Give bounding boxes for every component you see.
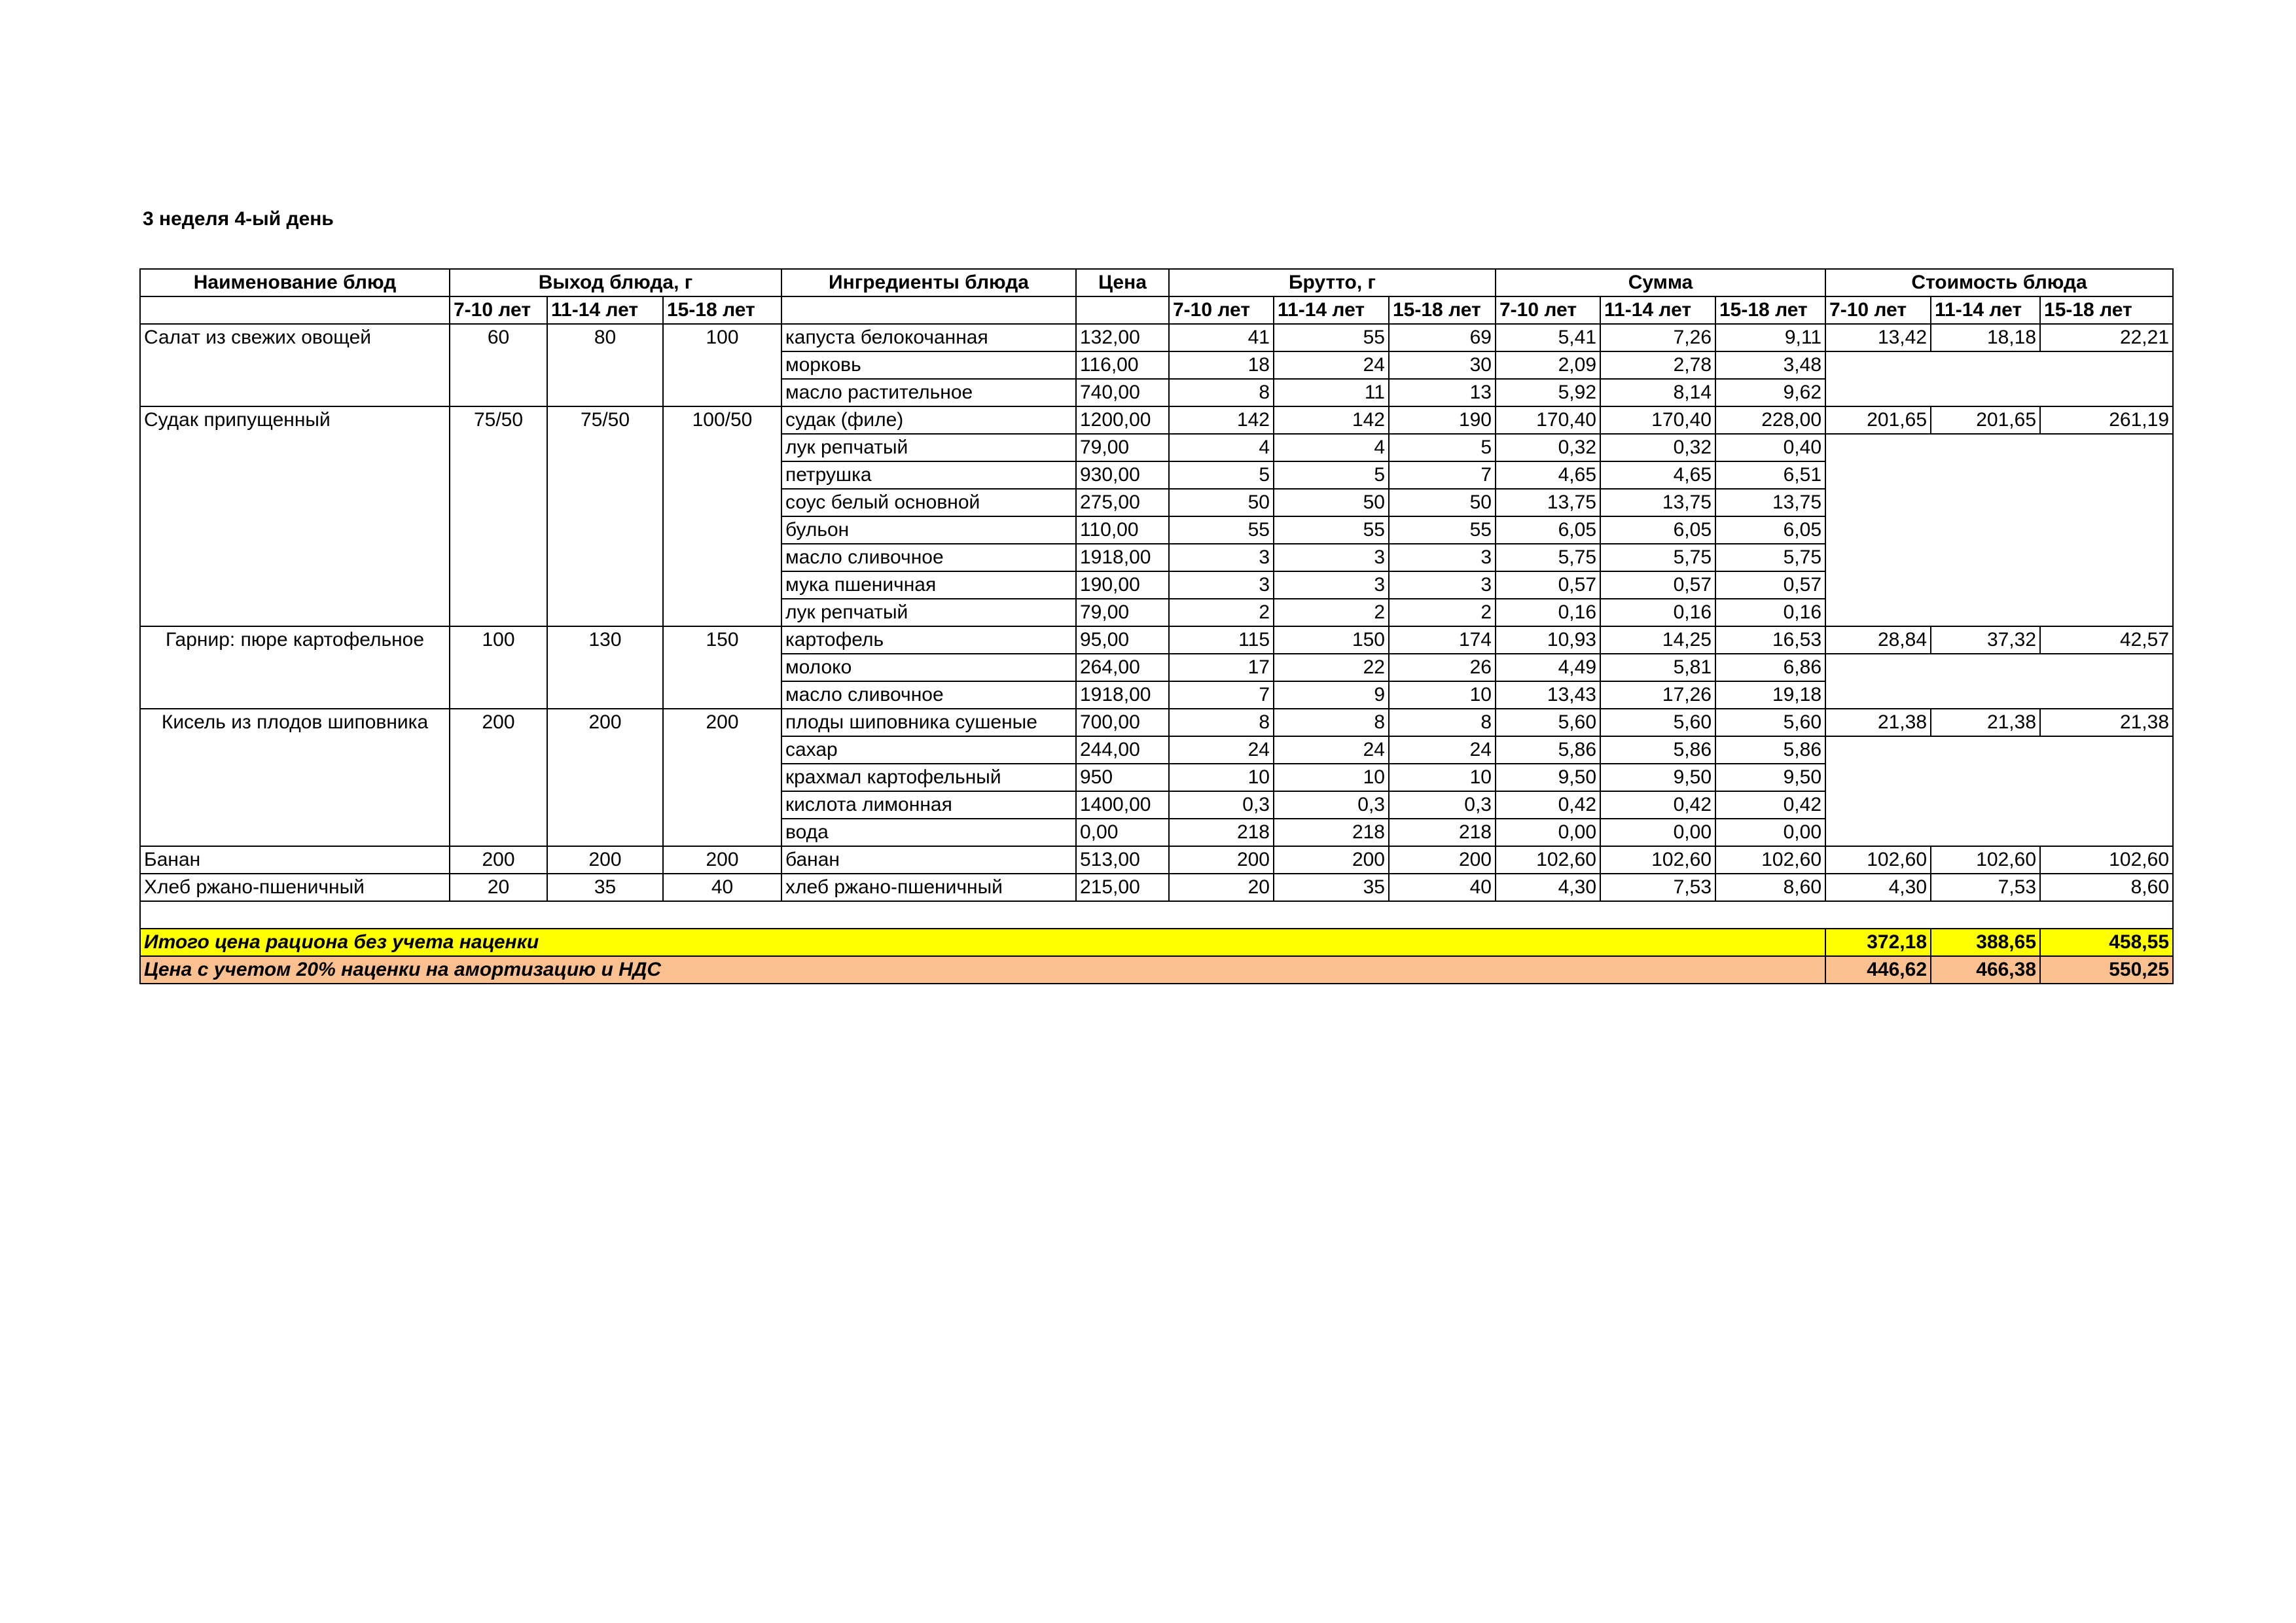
table-row bbox=[140, 874, 2173, 901]
ingredient-sum: 102,60 bbox=[1600, 846, 1715, 874]
ingredient-sum: 0,00 bbox=[1496, 819, 1600, 846]
ingredient-gross: 40 bbox=[1389, 874, 1496, 901]
ingredient-sum: 0,40 bbox=[1715, 434, 1825, 461]
ingredient-sum: 5,86 bbox=[1715, 736, 1825, 764]
ingredient-gross: 4 bbox=[1169, 434, 1274, 461]
markup-label: Цена с учетом 20% наценки на амортизацию и НДС bbox=[140, 956, 1825, 984]
ingredient-gross: 150 bbox=[1274, 626, 1389, 654]
ingredient-gross: 4 bbox=[1274, 434, 1389, 461]
ingredient-price: 79,00 bbox=[1076, 599, 1169, 626]
ingredient-name: петрушка bbox=[781, 461, 1076, 489]
dish-name: Судак припущенный bbox=[140, 406, 450, 626]
dish-cost-blank bbox=[1825, 434, 2173, 626]
ingredient-sum: 16,53 bbox=[1715, 626, 1825, 654]
ingredient-gross: 0,3 bbox=[1169, 791, 1274, 819]
ingredient-sum: 0,00 bbox=[1600, 819, 1715, 846]
ingredient-gross: 174 bbox=[1389, 626, 1496, 654]
ingredient-gross: 8 bbox=[1169, 379, 1274, 406]
header-ingredients: Ингредиенты блюда bbox=[781, 269, 1076, 296]
ingredient-price: 275,00 bbox=[1076, 489, 1169, 516]
ingredient-sum: 13,75 bbox=[1715, 489, 1825, 516]
ingredient-sum: 13,75 bbox=[1496, 489, 1600, 516]
ingredient-gross: 5 bbox=[1169, 461, 1274, 489]
ingredient-sum: 0,42 bbox=[1600, 791, 1715, 819]
ingredient-name: банан bbox=[781, 846, 1076, 874]
header-age: 15-18 лет bbox=[663, 296, 781, 324]
totals-value: 458,55 bbox=[2040, 929, 2173, 956]
ingredient-sum: 6,05 bbox=[1496, 516, 1600, 544]
ingredient-sum: 0,16 bbox=[1496, 599, 1600, 626]
header-price: Цена bbox=[1076, 269, 1169, 296]
dish-name: Хлеб ржано-пшеничный bbox=[140, 874, 450, 901]
ingredient-sum: 5,41 bbox=[1496, 324, 1600, 351]
dish-cost: 22,21 bbox=[2040, 324, 2173, 351]
ingredient-gross: 3 bbox=[1274, 544, 1389, 571]
ingredient-sum: 0,00 bbox=[1715, 819, 1825, 846]
ingredient-gross: 13 bbox=[1389, 379, 1496, 406]
ingredient-price: 740,00 bbox=[1076, 379, 1169, 406]
ingredient-sum: 9,11 bbox=[1715, 324, 1825, 351]
ingredient-sum: 5,60 bbox=[1496, 709, 1600, 736]
ingredient-gross: 3 bbox=[1389, 544, 1496, 571]
table-row bbox=[140, 709, 2173, 736]
ingredient-gross: 24 bbox=[1274, 351, 1389, 379]
ingredient-gross: 10 bbox=[1389, 681, 1496, 709]
ingredient-price: 1400,00 bbox=[1076, 791, 1169, 819]
ingredient-sum: 17,26 bbox=[1600, 681, 1715, 709]
ingredient-gross: 218 bbox=[1389, 819, 1496, 846]
ingredient-gross: 142 bbox=[1274, 406, 1389, 434]
ingredient-sum: 5,86 bbox=[1496, 736, 1600, 764]
ingredient-price: 110,00 bbox=[1076, 516, 1169, 544]
dish-cost-blank bbox=[1825, 736, 2173, 846]
ingredient-sum: 6,05 bbox=[1715, 516, 1825, 544]
dish-yield: 35 bbox=[547, 874, 663, 901]
ingredient-gross: 30 bbox=[1389, 351, 1496, 379]
markup-value: 466,38 bbox=[1931, 956, 2040, 984]
ingredient-sum: 0,57 bbox=[1496, 571, 1600, 599]
ingredient-sum: 9,50 bbox=[1496, 764, 1600, 791]
ingredient-gross: 200 bbox=[1274, 846, 1389, 874]
ingredient-name: морковь bbox=[781, 351, 1076, 379]
ingredient-sum: 170,40 bbox=[1496, 406, 1600, 434]
markup-value: 446,62 bbox=[1825, 956, 1931, 984]
dish-yield: 100 bbox=[663, 324, 781, 406]
ingredient-gross: 9 bbox=[1274, 681, 1389, 709]
ingredient-price: 1200,00 bbox=[1076, 406, 1169, 434]
dish-yield: 200 bbox=[450, 709, 547, 846]
ingredient-gross: 3 bbox=[1169, 544, 1274, 571]
ingredient-sum: 0,42 bbox=[1715, 791, 1825, 819]
table-footer bbox=[140, 901, 2173, 984]
dish-cost: 21,38 bbox=[1825, 709, 1931, 736]
ingredient-name: судак (филе) bbox=[781, 406, 1076, 434]
ingredient-sum: 0,57 bbox=[1715, 571, 1825, 599]
table-row bbox=[140, 626, 2173, 654]
ingredient-gross: 55 bbox=[1169, 516, 1274, 544]
ingredient-name: бульон bbox=[781, 516, 1076, 544]
dish-yield: 75/50 bbox=[450, 406, 547, 626]
ingredient-sum: 0,16 bbox=[1600, 599, 1715, 626]
ingredient-sum: 0,32 bbox=[1496, 434, 1600, 461]
ingredient-sum: 5,60 bbox=[1715, 709, 1825, 736]
header-gross: Брутто, г bbox=[1169, 269, 1496, 296]
ingredient-gross: 17 bbox=[1169, 654, 1274, 681]
ingredient-gross: 7 bbox=[1169, 681, 1274, 709]
totals-label: Итого цена рациона без учета наценки bbox=[140, 929, 1825, 956]
dish-yield: 200 bbox=[547, 846, 663, 874]
ingredient-gross: 7 bbox=[1389, 461, 1496, 489]
ingredient-price: 513,00 bbox=[1076, 846, 1169, 874]
markup-row bbox=[140, 956, 2173, 984]
dish-yield: 20 bbox=[450, 874, 547, 901]
ingredient-gross: 24 bbox=[1389, 736, 1496, 764]
ingredient-sum: 4,49 bbox=[1496, 654, 1600, 681]
table-row bbox=[140, 406, 2173, 434]
ingredient-sum: 10,93 bbox=[1496, 626, 1600, 654]
ingredient-sum: 6,51 bbox=[1715, 461, 1825, 489]
ingredient-gross: 2 bbox=[1274, 599, 1389, 626]
header-yield: Выход блюда, г bbox=[450, 269, 781, 296]
header-sum: Сумма bbox=[1496, 269, 1825, 296]
header-age: 15-18 лет bbox=[1389, 296, 1496, 324]
ingredient-sum: 0,42 bbox=[1496, 791, 1600, 819]
ingredient-name: масло растительное bbox=[781, 379, 1076, 406]
ingredient-price: 930,00 bbox=[1076, 461, 1169, 489]
dish-cost: 7,53 bbox=[1931, 874, 2040, 901]
ingredient-sum: 8,14 bbox=[1600, 379, 1715, 406]
header-age: 7-10 лет bbox=[1496, 296, 1600, 324]
ingredient-gross: 5 bbox=[1389, 434, 1496, 461]
ingredient-name: масло сливочное bbox=[781, 681, 1076, 709]
table-row bbox=[140, 324, 2173, 351]
ingredient-sum: 8,60 bbox=[1715, 874, 1825, 901]
totals-row bbox=[140, 929, 2173, 956]
ingredient-gross: 50 bbox=[1389, 489, 1496, 516]
ingredient-gross: 218 bbox=[1274, 819, 1389, 846]
ingredient-sum: 7,26 bbox=[1600, 324, 1715, 351]
header-age: 7-10 лет bbox=[450, 296, 547, 324]
ingredient-name: кислота лимонная bbox=[781, 791, 1076, 819]
ingredient-sum: 0,57 bbox=[1600, 571, 1715, 599]
dish-name: Гарнир: пюре картофельное bbox=[140, 626, 450, 709]
ingredient-sum: 6,05 bbox=[1600, 516, 1715, 544]
dish-cost: 201,65 bbox=[1825, 406, 1931, 434]
dish-cost-blank bbox=[1825, 351, 2173, 406]
ingredient-gross: 35 bbox=[1274, 874, 1389, 901]
ingredient-gross: 200 bbox=[1169, 846, 1274, 874]
ingredient-name: капуста белокочанная bbox=[781, 324, 1076, 351]
header-age: 11-14 лет bbox=[1600, 296, 1715, 324]
ingredient-gross: 190 bbox=[1389, 406, 1496, 434]
ingredient-gross: 3 bbox=[1274, 571, 1389, 599]
ingredient-price: 264,00 bbox=[1076, 654, 1169, 681]
ingredient-price: 215,00 bbox=[1076, 874, 1169, 901]
dish-cost: 37,32 bbox=[1931, 626, 2040, 654]
ingredient-price: 1918,00 bbox=[1076, 544, 1169, 571]
ingredient-name: хлеб ржано-пшеничный bbox=[781, 874, 1076, 901]
dish-name: Банан bbox=[140, 846, 450, 874]
ingredient-gross: 69 bbox=[1389, 324, 1496, 351]
ingredient-gross: 10 bbox=[1389, 764, 1496, 791]
ingredient-sum: 7,53 bbox=[1600, 874, 1715, 901]
ingredient-sum: 0,16 bbox=[1715, 599, 1825, 626]
header-age: 7-10 лет bbox=[1825, 296, 1931, 324]
ingredient-sum: 102,60 bbox=[1496, 846, 1600, 874]
ingredient-sum: 14,25 bbox=[1600, 626, 1715, 654]
ingredient-gross: 142 bbox=[1169, 406, 1274, 434]
ingredient-name: соус белый основной bbox=[781, 489, 1076, 516]
header-ingredients-sub bbox=[781, 296, 1076, 324]
ingredient-sum: 5,75 bbox=[1496, 544, 1600, 571]
ingredient-price: 132,00 bbox=[1076, 324, 1169, 351]
ingredient-sum: 0,32 bbox=[1600, 434, 1715, 461]
ingredient-gross: 55 bbox=[1389, 516, 1496, 544]
ingredient-sum: 228,00 bbox=[1715, 406, 1825, 434]
totals-value: 388,65 bbox=[1931, 929, 2040, 956]
dish-cost: 261,19 bbox=[2040, 406, 2173, 434]
totals-value: 372,18 bbox=[1825, 929, 1931, 956]
ingredient-sum: 4,65 bbox=[1600, 461, 1715, 489]
ingredient-name: крахмал картофельный bbox=[781, 764, 1076, 791]
ingredient-price: 116,00 bbox=[1076, 351, 1169, 379]
ingredient-gross: 10 bbox=[1169, 764, 1274, 791]
dish-cost: 21,38 bbox=[1931, 709, 2040, 736]
header-dish-sub bbox=[140, 296, 450, 324]
table-row bbox=[140, 846, 2173, 874]
dish-cost: 102,60 bbox=[1931, 846, 2040, 874]
ingredient-gross: 24 bbox=[1169, 736, 1274, 764]
header-price-sub bbox=[1076, 296, 1169, 324]
dish-cost-blank bbox=[1825, 654, 2173, 709]
ingredient-gross: 8 bbox=[1389, 709, 1496, 736]
dish-yield: 150 bbox=[663, 626, 781, 709]
ingredient-gross: 11 bbox=[1274, 379, 1389, 406]
spacer-row bbox=[140, 901, 2173, 929]
ingredient-gross: 10 bbox=[1274, 764, 1389, 791]
dish-cost: 102,60 bbox=[1825, 846, 1931, 874]
ingredient-sum: 5,86 bbox=[1600, 736, 1715, 764]
dish-yield: 40 bbox=[663, 874, 781, 901]
dish-yield: 75/50 bbox=[547, 406, 663, 626]
ingredient-name: молоко bbox=[781, 654, 1076, 681]
ingredient-gross: 8 bbox=[1274, 709, 1389, 736]
ingredient-name: вода bbox=[781, 819, 1076, 846]
dish-yield: 200 bbox=[547, 709, 663, 846]
ingredient-gross: 41 bbox=[1169, 324, 1274, 351]
ingredient-sum: 170,40 bbox=[1600, 406, 1715, 434]
header-age: 15-18 лет bbox=[1715, 296, 1825, 324]
ingredient-gross: 20 bbox=[1169, 874, 1274, 901]
ingredient-gross: 2 bbox=[1169, 599, 1274, 626]
dish-cost: 201,65 bbox=[1931, 406, 2040, 434]
ingredient-sum: 3,48 bbox=[1715, 351, 1825, 379]
ingredient-sum: 4,65 bbox=[1496, 461, 1600, 489]
dish-yield: 200 bbox=[663, 846, 781, 874]
ingredient-price: 700,00 bbox=[1076, 709, 1169, 736]
table-body bbox=[140, 324, 2173, 901]
ingredient-sum: 5,81 bbox=[1600, 654, 1715, 681]
ingredient-gross: 5 bbox=[1274, 461, 1389, 489]
ingredient-gross: 22 bbox=[1274, 654, 1389, 681]
ingredient-gross: 50 bbox=[1169, 489, 1274, 516]
dish-cost: 42,57 bbox=[2040, 626, 2173, 654]
ingredient-gross: 0,3 bbox=[1389, 791, 1496, 819]
ingredient-name: плоды шиповника сушеные bbox=[781, 709, 1076, 736]
ingredient-gross: 3 bbox=[1169, 571, 1274, 599]
dish-yield: 130 bbox=[547, 626, 663, 709]
ingredient-gross: 115 bbox=[1169, 626, 1274, 654]
ingredient-sum: 5,75 bbox=[1715, 544, 1825, 571]
ingredient-gross: 200 bbox=[1389, 846, 1496, 874]
page-title: 3 неделя 4-ый день bbox=[143, 208, 334, 230]
ingredient-name: масло сливочное bbox=[781, 544, 1076, 571]
dish-yield: 60 bbox=[450, 324, 547, 406]
dish-cost: 28,84 bbox=[1825, 626, 1931, 654]
ingredient-name: лук репчатый bbox=[781, 434, 1076, 461]
ingredient-gross: 26 bbox=[1389, 654, 1496, 681]
dish-cost: 13,42 bbox=[1825, 324, 1931, 351]
dish-cost: 4,30 bbox=[1825, 874, 1931, 901]
dish-cost: 21,38 bbox=[2040, 709, 2173, 736]
ingredient-gross: 24 bbox=[1274, 736, 1389, 764]
header-age: 11-14 лет bbox=[1931, 296, 2040, 324]
ingredient-name: мука пшеничная bbox=[781, 571, 1076, 599]
ingredient-sum: 9,50 bbox=[1600, 764, 1715, 791]
markup-value: 550,25 bbox=[2040, 956, 2173, 984]
ingredient-gross: 3 bbox=[1389, 571, 1496, 599]
header-age: 15-18 лет bbox=[2040, 296, 2173, 324]
header-age: 7-10 лет bbox=[1169, 296, 1274, 324]
ingredient-sum: 2,78 bbox=[1600, 351, 1715, 379]
ingredient-price: 950 bbox=[1076, 764, 1169, 791]
dish-yield: 80 bbox=[547, 324, 663, 406]
menu-cost-table bbox=[139, 268, 2174, 984]
ingredient-price: 0,00 bbox=[1076, 819, 1169, 846]
ingredient-price: 244,00 bbox=[1076, 736, 1169, 764]
ingredient-gross: 55 bbox=[1274, 516, 1389, 544]
ingredient-sum: 9,50 bbox=[1715, 764, 1825, 791]
dish-yield: 100 bbox=[450, 626, 547, 709]
ingredient-sum: 19,18 bbox=[1715, 681, 1825, 709]
ingredient-sum: 13,43 bbox=[1496, 681, 1600, 709]
ingredient-sum: 2,09 bbox=[1496, 351, 1600, 379]
ingredient-sum: 6,86 bbox=[1715, 654, 1825, 681]
ingredient-gross: 218 bbox=[1169, 819, 1274, 846]
spacer-cell bbox=[140, 901, 2173, 929]
dish-yield: 200 bbox=[450, 846, 547, 874]
header-age: 11-14 лет bbox=[547, 296, 663, 324]
ingredient-gross: 2 bbox=[1389, 599, 1496, 626]
ingredient-name: картофель bbox=[781, 626, 1076, 654]
ingredient-sum: 9,62 bbox=[1715, 379, 1825, 406]
ingredient-gross: 18 bbox=[1169, 351, 1274, 379]
header-dish: Наименование блюд bbox=[140, 269, 450, 296]
ingredient-gross: 0,3 bbox=[1274, 791, 1389, 819]
ingredient-price: 190,00 bbox=[1076, 571, 1169, 599]
dish-name: Салат из свежих овощей bbox=[140, 324, 450, 406]
ingredient-sum: 5,92 bbox=[1496, 379, 1600, 406]
dish-cost: 8,60 bbox=[2040, 874, 2173, 901]
ingredient-price: 95,00 bbox=[1076, 626, 1169, 654]
ingredient-gross: 55 bbox=[1274, 324, 1389, 351]
ingredient-sum: 5,60 bbox=[1600, 709, 1715, 736]
header-age: 11-14 лет bbox=[1274, 296, 1389, 324]
ingredient-sum: 102,60 bbox=[1715, 846, 1825, 874]
ingredient-gross: 50 bbox=[1274, 489, 1389, 516]
ingredient-price: 79,00 bbox=[1076, 434, 1169, 461]
dish-name: Кисель из плодов шиповника bbox=[140, 709, 450, 846]
dish-yield: 200 bbox=[663, 709, 781, 846]
table-header bbox=[140, 269, 2173, 324]
dish-yield: 100/50 bbox=[663, 406, 781, 626]
ingredient-price: 1918,00 bbox=[1076, 681, 1169, 709]
ingredient-gross: 8 bbox=[1169, 709, 1274, 736]
ingredient-sum: 4,30 bbox=[1496, 874, 1600, 901]
ingredient-sum: 13,75 bbox=[1600, 489, 1715, 516]
ingredient-sum: 5,75 bbox=[1600, 544, 1715, 571]
ingredient-name: сахар bbox=[781, 736, 1076, 764]
ingredient-name: лук репчатый bbox=[781, 599, 1076, 626]
dish-cost: 102,60 bbox=[2040, 846, 2173, 874]
header-cost: Стоимость блюда bbox=[1825, 269, 2173, 296]
dish-cost: 18,18 bbox=[1931, 324, 2040, 351]
